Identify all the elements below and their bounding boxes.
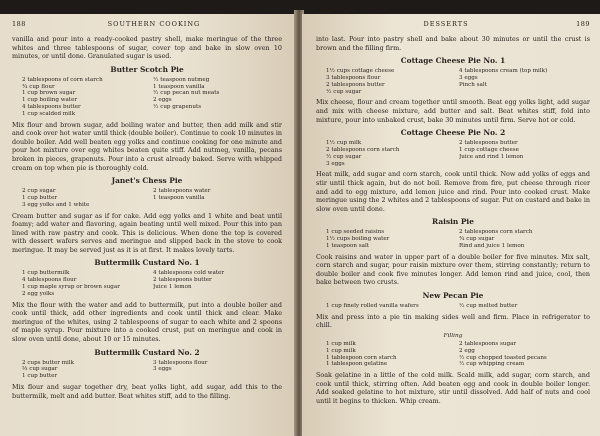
ingredient: ½ cup whipping cream xyxy=(459,361,525,368)
ingredient: 2 cups butter milk xyxy=(22,359,75,366)
recipe-method: Mix the flour with the water and add to buttermilk, put into a double boiler and cook until thick, add other ingredients and cook until thick and clear. Make meringue of the whites, using 2 tablespoons of sugar to each white and 2 spoons of maple syrup. Pour mixture into a cooked crust, put on meringue and cook in slow oven until done, about 10 or 15 minutes. xyxy=(12,300,282,344)
ingredient: 1 cup cottage cheese xyxy=(459,146,519,153)
ingredient: Juice 1 lemon xyxy=(153,284,192,291)
ingredient-list xyxy=(326,303,586,310)
ingredient: Rind and juice 1 lemon xyxy=(459,242,525,249)
ingredient: ¾ cup sugar xyxy=(459,236,495,243)
right-intro-text: into last. Pour into pastry shell and bake about 30 minutes or until the crust is brown and the filling firm. xyxy=(316,35,590,52)
recipe-title: Cottage Cheese Pie No. 1 xyxy=(400,56,506,66)
ingredient-list xyxy=(326,68,586,95)
ingredient: 2 tablespoons butter xyxy=(326,81,385,88)
ingredient: 3 eggs xyxy=(153,366,172,373)
left-running-head xyxy=(12,20,282,28)
ingredient-list xyxy=(22,77,278,118)
filling-heading: Filling xyxy=(443,333,463,340)
ingredient: 1 cup scalded milk xyxy=(22,110,76,117)
ingredient: 2 tablespoons sugar xyxy=(459,341,517,348)
ingredient: 1 cup boiling water xyxy=(22,97,78,104)
right-page xyxy=(302,14,600,436)
right-running-head xyxy=(316,20,590,28)
ingredient: 2 tablespoons butter xyxy=(459,140,518,147)
ingredient-list xyxy=(22,360,278,380)
ingredient: 1 cup maple syrup or brown sugar xyxy=(22,284,120,291)
left-intro-text: vanilla and pour into a ready-cooked pastry shell, make meringue of the three whites and three tablespoons of sugar, cover top and bake in slow oven 10 minutes, or until done. Granulated sugar is used. xyxy=(12,35,282,61)
recipe-method: Soak gelatine in a little of the cold milk. Scald milk, add sugar, corn starch, and cook until thick, stirring often. Add beaten egg and cook in double boiler longer. Add soaked gelatine to hot mixture, stir until dissolved. Add half of nuts and cool until it begins to thicken. Whip cream. xyxy=(316,371,590,406)
ingredient: 2 tablespoons butter xyxy=(153,277,212,284)
right-page-number: 189 xyxy=(576,20,590,28)
recipe-title: Buttermilk Custard No. 2 xyxy=(94,347,200,357)
ingredient: 1½ cups cottage cheese xyxy=(326,68,395,75)
ingredient: 2 tablespoons corn starch xyxy=(459,229,533,236)
ingredient: ½ cup sugar xyxy=(326,88,362,95)
ingredient: ⅔ cup sugar xyxy=(22,366,58,373)
ingredient-list xyxy=(22,188,278,208)
ingredient: 2 cup sugar xyxy=(22,188,56,195)
ingredient: 1½ cup milk xyxy=(326,140,362,147)
left-page-number: 188 xyxy=(12,20,26,28)
ingredient: 3 eggs xyxy=(326,160,345,167)
recipe-method: Mix flour and brown sugar, add boiling water and butter, then add milk and stir and cook over hot water until thick (double boiler). Continue to cook 10 minutes in double boiler. Add well beaten egg yolks and continue cooking for one minute and pour hot mixture over egg whites beaten quite stiff. Add nutmeg, vanilla, pecans broken in pieces, grapenuts. Pour into a crust already baked. Serve with whipped cream on top when pie is thoroughly cold. xyxy=(12,120,282,172)
ingredient: 3 tablespoons flour xyxy=(153,359,208,366)
ingredient: ½ cup sugar xyxy=(326,153,362,160)
recipe-title: Janet's Chess Pie xyxy=(111,176,183,186)
ingredient: 3 egg yolks and 1 white xyxy=(22,201,90,208)
ingredient: Juice and rind 1 lemon xyxy=(459,153,524,160)
ingredient: 1 cup seeded raisins xyxy=(326,229,385,236)
recipe-method: Mix flour and sugar together dry, beat yolks light, add sugar, add this to the buttermilk, melt and add butter. Beat whites stiff, add to the filling. xyxy=(12,383,282,400)
ingredient: 1½ cups boiling water xyxy=(326,236,390,243)
ingredient: 1 teaspoon vanilla xyxy=(153,83,205,90)
ingredient: 2 egg yolks xyxy=(22,290,55,297)
ingredient: 2 tablespoons corn starch xyxy=(326,146,400,153)
recipe-title: Butter Scotch Pie xyxy=(110,64,184,74)
recipe-method: Cook raisins and water in upper part of a double boiler for five minutes. Mix salt, corn starch and sugar, pour raisin mixture over them, stirring constantly; return to double boiler and cook five minutes longer. Add lemon rind and juice, cool, then bake between two crusts. xyxy=(316,252,590,287)
ingredient: 1 cup finely rolled vanilla wafers xyxy=(326,303,419,310)
ingredient: 1 cup buttermilk xyxy=(22,270,70,277)
ingredient: 2 egg xyxy=(459,347,475,354)
recipe-method: Heat milk, add sugar and corn starch, cook until thick. Now add yolks of eggs and stir until thick again, but do not boil. Remove from fire, put cheese through ricer and add to egg mixture, add lemon juice and rind. Pour into cooked crust. Make meringue using the 2 whites and 2 tablespoons of sugar. Put on custard and bake in slow oven until done. xyxy=(316,170,590,213)
recipe-method: Mix and press into a pie tin making sides well and firm. Place in refrigerator to chill. xyxy=(316,312,590,330)
recipe-method: Mix cheese, flour and cream together until smooth. Beat egg yolks light, add sugar and mix with cheese mixture, add butter and salt. Beat whites stiff, fold into mixture, pour into unbaked crust, bake 30 minutes until firm. Serve hot or cold. xyxy=(316,98,590,124)
recipe-title: Raisin Pie xyxy=(432,217,474,227)
ingredient: Pinch salt xyxy=(459,81,487,88)
ingredient: 2 tablespoons of corn starch xyxy=(22,76,103,83)
ingredient: 4 tablespoons cold water xyxy=(153,270,225,277)
ingredient: ½ cup melted butter xyxy=(459,303,518,310)
ingredient: ¾ cup flour xyxy=(22,83,55,90)
ingredient: 2 tablespoons water xyxy=(153,188,211,195)
ingredient: ½ cup grapenuts xyxy=(153,103,202,110)
ingredient: 1 cup butter xyxy=(22,194,58,201)
ingredient: 1 teaspoon salt xyxy=(326,242,370,249)
left-page xyxy=(0,14,296,436)
left-running-title: SOUTHERN COOKING xyxy=(107,20,201,28)
recipe-title: Cottage Cheese Pie No. 2 xyxy=(400,128,506,138)
ingredient: 1 tablespoon gelatine xyxy=(326,361,388,368)
ingredient: ½ cup pecan nut meats xyxy=(153,90,220,97)
recipe-title: New Pecan Pie xyxy=(422,291,484,301)
ingredient: 1 cup butter xyxy=(22,373,58,380)
ingredient: 2 eggs xyxy=(153,97,172,104)
ingredient: ½ cup chopped toasted pecans xyxy=(459,354,547,361)
ingredient: 4 tablespoons butter xyxy=(22,103,81,110)
ingredient: ½ teaspoon nutmeg xyxy=(153,76,210,83)
ingredient: 1 cup milk xyxy=(326,347,356,354)
ingredient-list xyxy=(22,270,278,297)
ingredient: 4 tablespoons cream (top milk) xyxy=(459,68,548,75)
ingredient-list xyxy=(326,140,586,167)
ingredient: 1 tablespoon corn starch xyxy=(326,354,397,361)
ingredient: 1 cup brown sugar xyxy=(22,90,76,97)
ingredient: 1 teaspoon vanilla xyxy=(153,194,205,201)
ingredient-list xyxy=(326,229,586,249)
ingredient: 4 tablespoons flour xyxy=(22,277,77,284)
ingredient: 3 tablespoons flour xyxy=(326,74,381,81)
ingredient-list xyxy=(326,341,586,368)
ingredient: 1 cup milk xyxy=(326,341,356,348)
ingredient: 3 eggs xyxy=(459,74,478,81)
recipe-method: Cream butter and sugar as if for cake. Add egg yolks and 1 white and beat until foamy; add water and flavoring, again beating until well mixed. Pour this into pan lined with raw pastry and cook. This is delicious. When done the top is covered with dessert wafers serves and meringue and slipped back in the stove to cook meringue. It may be served just as it is at first. It makes lovely tarts. xyxy=(12,211,282,254)
right-running-title: DESSERTS xyxy=(423,20,469,28)
recipe-title: Buttermilk Custard No. 1 xyxy=(94,258,200,268)
